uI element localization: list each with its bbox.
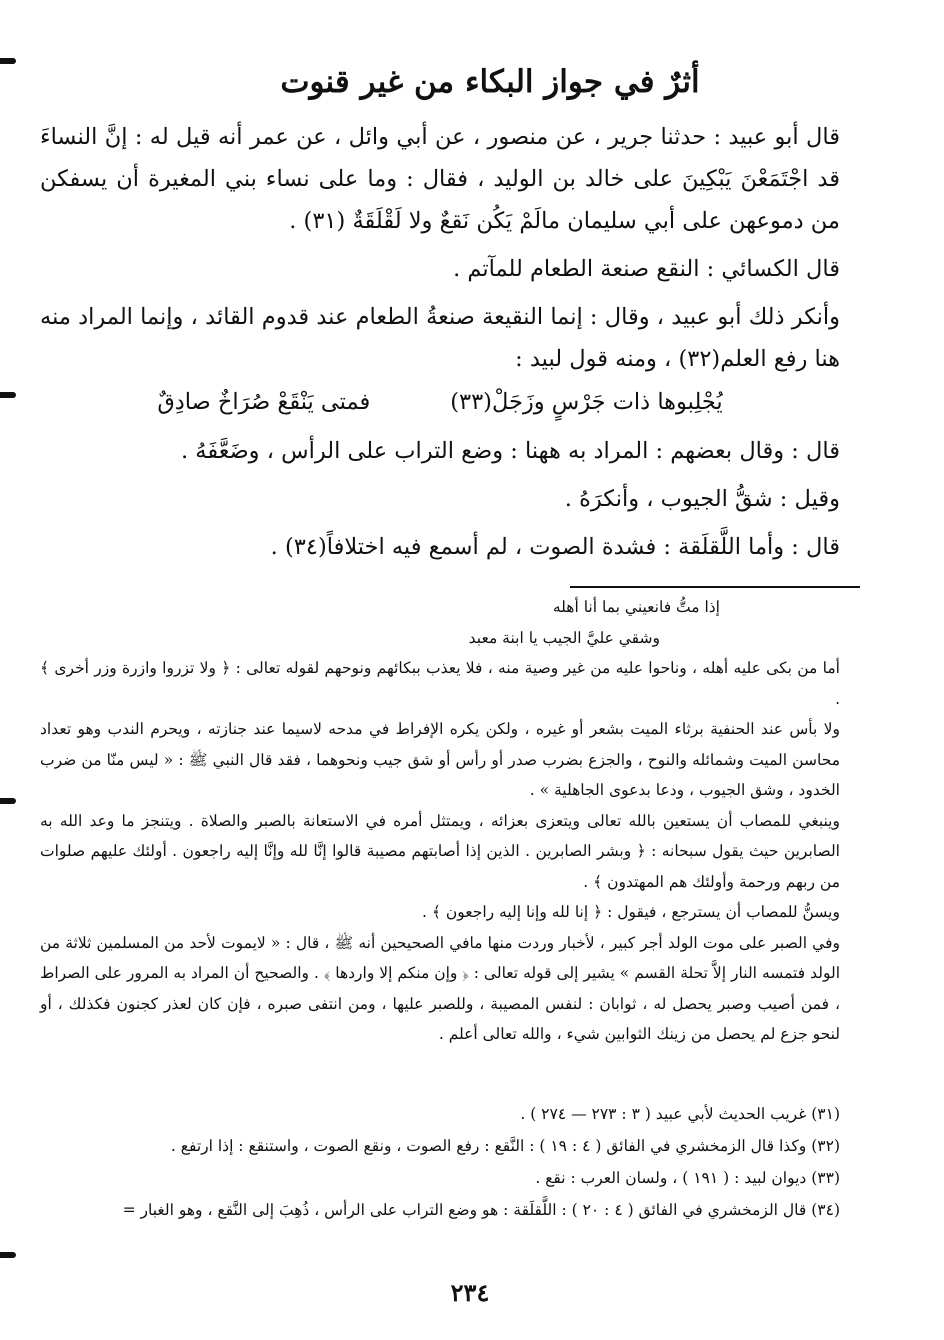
footnote-commentary xyxy=(40,592,840,1050)
reference-item: (٣٢) وكذا قال الزمخشري في الفائق ( ٤ : ١٩ ) : النَّقع : رفع الصوت ، ونقع الصوت ، واستنقع : إذا ارتفع . xyxy=(170,1137,840,1155)
main-paragraph: قال : وقال بعضهم : المراد به ههنا : وضع التراب على الرأس ، وضَعَّفَهُ . xyxy=(180,438,840,464)
poem-hemistich-first: فمتى يَنْقَعْ صُرَاخٌ صادِقٌ xyxy=(157,389,371,415)
main-paragraph: قال أبو عبيد : حدثنا جرير ، عن منصور ، عن أبي وائل ، عن عمر أنه قيل له : إنَّ النساءَ قد اجْتَمَعْنَ يَبْكِينَ على خالد بن الوليد ، فقال : وما على نساء بني المغيرة أن يسفكن من دموعهن على أبي سليمان مالَمْ يَكُن نَقعٌ ولا لَقْلَقَةٌ (٣١) . xyxy=(40,124,840,234)
commentary-paragraph: وينبغي للمصاب أن يستعين بالله تعالى ويتعزى بعزائه ، ويمتثل أمره في الاستعانة بالصبر والصلاة . ويتنجز ما وعد الله به الصابرين حيث يقول سبحانه : ﴿ وبشر الصابرين . الذين إذا أصابتهم مصيبة قالوا إنَّا لله وإنَّا إليه راجعون . أولئك عليهم صلوات من ربهم ورحمة وأولئك هم المهتدون ﴾ . xyxy=(40,811,840,891)
commentary-paragraph: ولا بأس عند الحنفية برثاء الميت بشعر أو غيره ، ولكن يكره الإفراط في مدحه لاسيما عند جنازته ، ويحرم الندب وهو تعداد محاسن الميت وشمائله والنوح ، والجزع بضرب صدر أو رأس أو شق جيب ونحوهما ، فقد قال النبي ﷺ : « ليس منّا من ضرب الخدود ، وشق الجيوب ، ودعا بدعوى الجاهلية » . xyxy=(40,720,840,799)
scan-edge-mark xyxy=(0,798,16,804)
reference-item: (٣١) غريب الحديث لأبي عبيد ( ٣ : ٢٧٣ — ٢٧٤ ) . xyxy=(520,1105,840,1123)
main-paragraph: قال : وأما اللَّقلَقة : فشدة الصوت ، لم أسمع فيه اختلافاً(٣٤) . xyxy=(270,534,840,560)
reference-item: (٣٤) قال الزمخشري في الفائق ( ٤ : ٢٠ ) : اللَّقلَقة : هو وضع التراب على الرأس ، ذُهِبَ إلى النَّقع ، وهو الغبار = xyxy=(122,1201,840,1219)
scan-edge-mark xyxy=(0,58,16,64)
page-title: أثرٌ في جواز البكاء من غير قنوت xyxy=(280,64,700,100)
quoted-verse: وشقي عليَّ الجيب يا ابنة معبد xyxy=(468,628,660,647)
main-paragraph: وقيل : شقُّ الجيوب ، وأنكرَهُ . xyxy=(564,486,840,512)
commentary-paragraph: ويسنُّ للمصاب أن يسترجع ، فيقول : ﴿ إنا لله وإنا إليه راجعون ﴾ . xyxy=(422,903,840,921)
main-paragraph: وأنكر ذلك أبو عبيد ، وقال : إنما النقيعة صنعةُ الطعام عند قدوم القائد ، وإنما المراد منه هنا رفع العلم(٣٢) ، ومنه قول لبيد : xyxy=(40,304,840,372)
commentary-paragraph: وفي الصبر على موت الولد أجر كبير ، لأخبار وردت منها مافي الصحيحين أنه ﷺ ، قال : « لايموت لأحد من المسلمين ثلاثة من الولد فتمسه النار إلاَّ تحلة القسم » يشير إلى قوله تعالى : ﴿ وإن منكم إلا واردها ﴾ . والصحيح أن المراد به المرور على الصراط ، فمن أصيب وصبر يحصل له ، ثوابان : لنفس المصيبة ، وللصبر عليها ، ومن انتفى صبره ، فإن كان لعذر كجنون فكذلك ، أو لنحو جزع لم يحصل من زينك الثوابين شيء ، والله تعالى أعلم . xyxy=(40,933,840,1043)
reference-item: (٣٣) ديوان لبيد : ( ١٩١ ) ، ولسان العرب : نقع . xyxy=(535,1169,840,1187)
scan-edge-mark xyxy=(0,392,16,398)
commentary-paragraph: أما من بكى عليه أهله ، وناحوا عليه من غير وصية منه ، فلا يعذب ببكائهم ونوحهم لقوله تعالى : ﴿ ولا تزروا وازرة وزر أخرى ﴾ . xyxy=(40,659,840,708)
footnote-references xyxy=(40,1098,840,1226)
scan-edge-mark xyxy=(0,1252,16,1258)
main-paragraph: قال الكسائي : النقع صنعة الطعام للمآتم . xyxy=(453,256,840,282)
quoted-verse: إذا متُّ فانعيني بما أنا أهله xyxy=(552,598,720,616)
main-text xyxy=(40,116,840,568)
page-number: ٢٣٤ xyxy=(450,1278,490,1307)
poem-hemistich-second: يُجْلِبوها ذات جَرْسٍ وزَجَلْ(٣٣) xyxy=(450,389,723,415)
footnote-separator xyxy=(570,586,860,588)
poem-verse xyxy=(40,380,840,424)
